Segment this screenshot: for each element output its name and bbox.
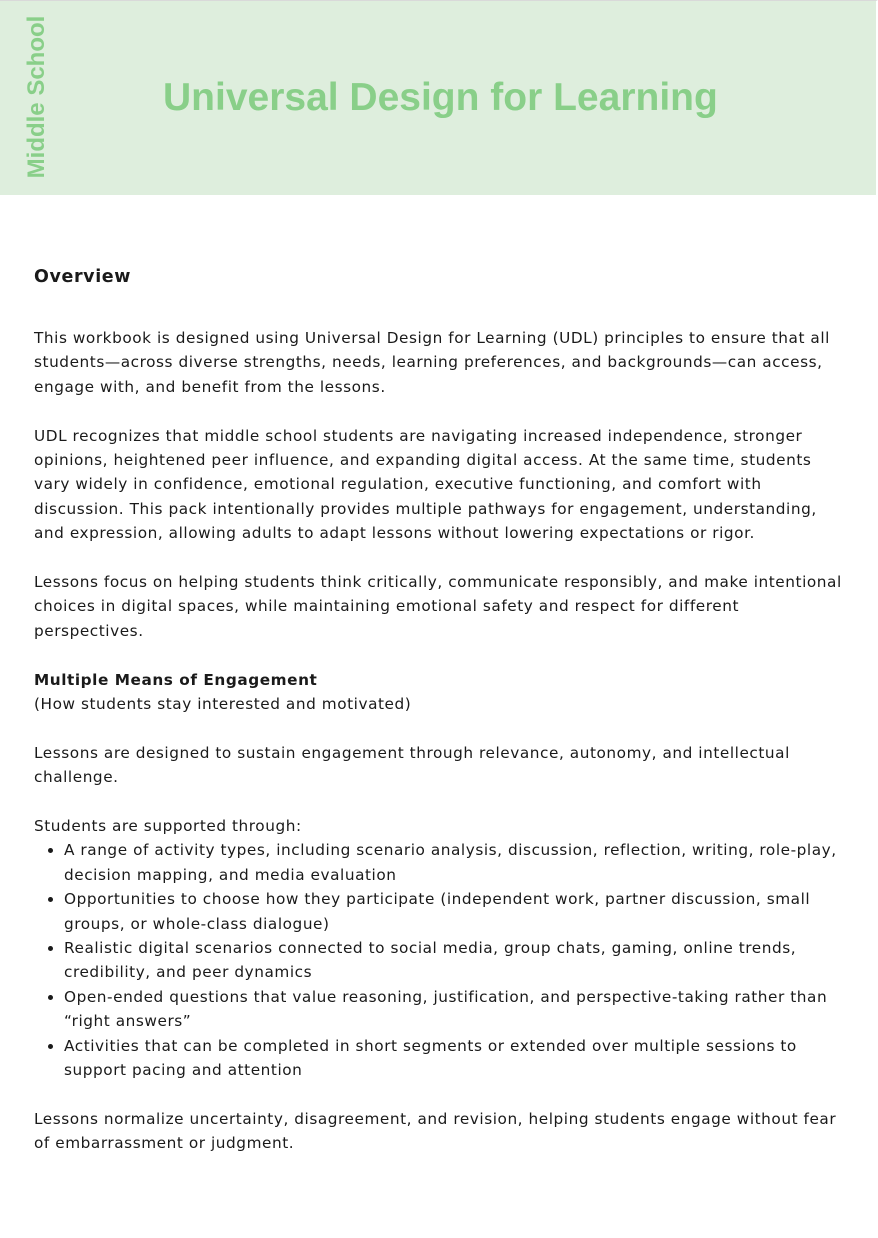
overview-paragraph: UDL recognizes that middle school students are navigating increased independence, stronger opinions, heightened peer influence, and expanding digital access. At the same time, students vary widely in confidence, emotional regulation, executive functioning, and comfort with discussion. This pack intentionally provides multiple pathways for engagement, understanding, and expression, allowing adults to adapt lessons without lowering expectations or rigor.: [34, 426, 817, 543]
header-banner: [0, 0, 878, 195]
overview-heading: Overview: [34, 267, 132, 287]
engagement-list-lead: Students are supported through:: [34, 817, 302, 836]
overview-paragraph: This workbook is designed using Universal Design for Learning (UDL) principles to ensure that all students—across diverse strengths, needs, learning preferences, and backgrounds—can access, engage with, and benefit from the lessons.: [34, 329, 830, 396]
engagement-list: [34, 838, 849, 1082]
engagement-note: (How students stay interested and motivated): [34, 695, 412, 714]
side-label: Middle School: [23, 15, 50, 179]
overview-paragraph: Lessons focus on helping students think critically, communicate responsibly, and make intentional choices in digital spaces, while maintaining emotional safety and respect for different perspectives.: [34, 573, 842, 640]
engagement-heading: Multiple Means of Engagement: [34, 670, 318, 689]
document-body: [34, 262, 849, 1180]
list-item: • Open-ended questions that value reasoning, justification, and perspective-taking rather than “right answers”: [64, 985, 849, 1034]
list-item: • Realistic digital scenarios connected to social media, group chats, gaming, online trends, credibility, and peer dynamics: [64, 936, 849, 985]
engagement-intro: Lessons are designed to sustain engagement through relevance, autonomy, and intellectual challenge.: [34, 743, 790, 787]
list-item: • Opportunities to choose how they participate (independent work, partner discussion, small groups, or whole-class dialogue): [64, 887, 849, 936]
list-item: • Activities that can be completed in short segments or extended over multiple sessions to support pacing and attention: [64, 1034, 849, 1083]
page-title: Universal Design for Learning: [163, 76, 718, 119]
list-item: • A range of activity types, including scenario analysis, discussion, reflection, writing, role-play, decision mapping, and media evaluation: [64, 838, 849, 887]
engagement-closing: Lessons normalize uncertainty, disagreement, and revision, helping students engage without fear of embarrassment or judgment.: [34, 1109, 837, 1153]
